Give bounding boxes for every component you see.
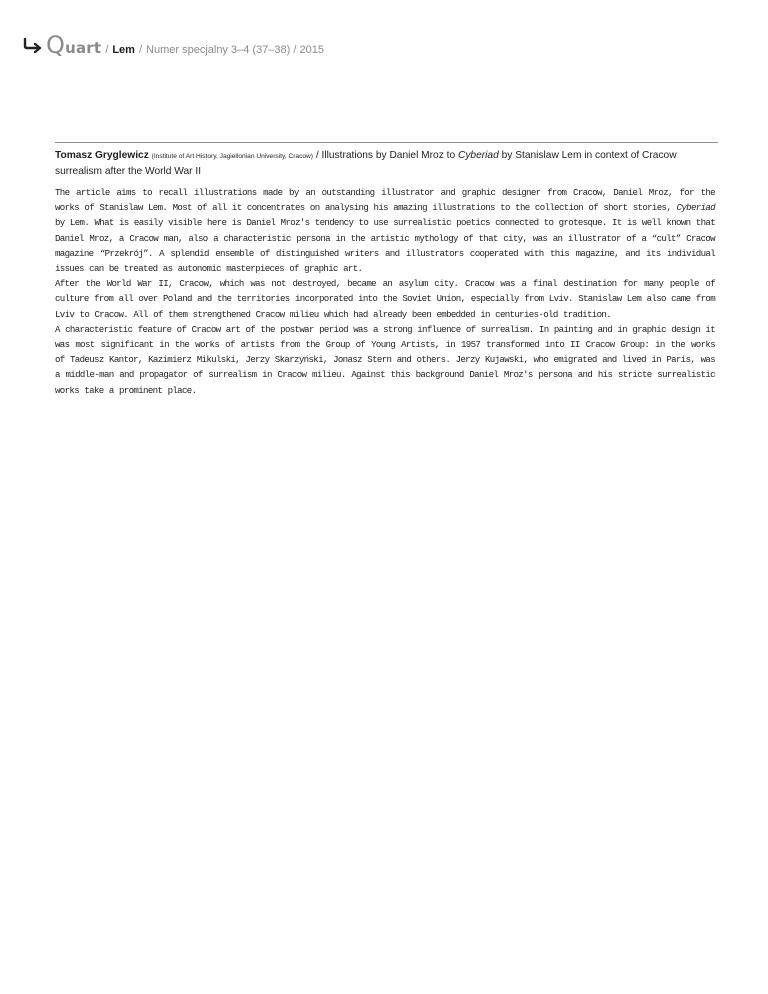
abstract-text: The article aims to recall illustrations made by an outstanding illustrator and graphic designer from Cracow, Daniel Mroz, for the works of Stanislaw Lem. Most of all it concentrates on analysing his amazing illustrations to the collection of short stories, <box>55 187 715 214</box>
article-title-part: / Illustrations by Daniel Mroz to <box>315 150 456 161</box>
header-divider <box>55 142 718 143</box>
brand-initial: Q <box>46 31 66 59</box>
running-header <box>22 31 324 57</box>
header-separator: / <box>105 44 109 56</box>
article-title-book: Cyberiad <box>457 150 499 161</box>
abstract-body <box>55 185 715 398</box>
article-abstract <box>55 148 715 398</box>
abstract-paragraph: A characteristic feature of Cracow art of the postwar period was a strong influence of surrealism. In painting and in graphic design it was most significant in the works of artists from the Group of Young Artists, in 1957 transformed into II Cracow Group: in the works of Tadeusz Kantor, Kazimierz Mikulski, Jerzy Skarzyński, Jonasz Stern and others. Jerzy Kujawski, who emigrated and lived in Paris, was a middle-man and propagator of surrealism in Cracow milieu. Against this background Daniel Mroz's persona and his stricte surrealistic works take a prominent place. <box>55 323 715 396</box>
author-affiliation: (Institute of Art History, Jagiellonian University, Cracow) <box>151 153 313 160</box>
abstract-paragraph: After the World War II, Cracow, which was not destroyed, became an asylum city. Cracow was a final destination for many people of culture from all over Poland and the territories incorporated into the Soviet Union, especially from Lviv. Stanislaw Lem also came from Lviv to Cracow. All of them strengthened Cracow milieu which had already been embedded in centuries-old tradition. <box>55 278 715 320</box>
article-title-part: by Stanislaw Lem in context of Cracow surrealism after the World War II <box>55 150 677 177</box>
brand-name: uart <box>65 39 102 57</box>
header-separator: / <box>138 44 143 56</box>
return-arrow-icon <box>22 37 44 55</box>
abstract-paragraph <box>55 185 715 276</box>
section-name: Lem <box>112 44 135 56</box>
brand-logo <box>46 31 101 59</box>
issue-label: Numer specjalny 3–4 (37–38) / 2015 <box>146 44 324 56</box>
author-name: Tomasz Gryglewicz <box>55 150 149 161</box>
article-heading <box>55 148 715 179</box>
abstract-text: by Lem. What is easily visible here is Daniel Mroz's tendency to use surrealistic poetics connected to grotesque. It is well known that Daniel Mroz, a Cracow man, also a characteristic persona in the artistic mythology of that city, was an illustrator of a “cult” Cracow magazine “Przekrój”. A splendid ensemble of distinguished writers and illustrators cooperated with this magazine, and its individual issues can be treated as autonomic masterpieces of graphic art. <box>55 217 715 275</box>
abstract-book-title: Cyberiad <box>676 202 715 214</box>
